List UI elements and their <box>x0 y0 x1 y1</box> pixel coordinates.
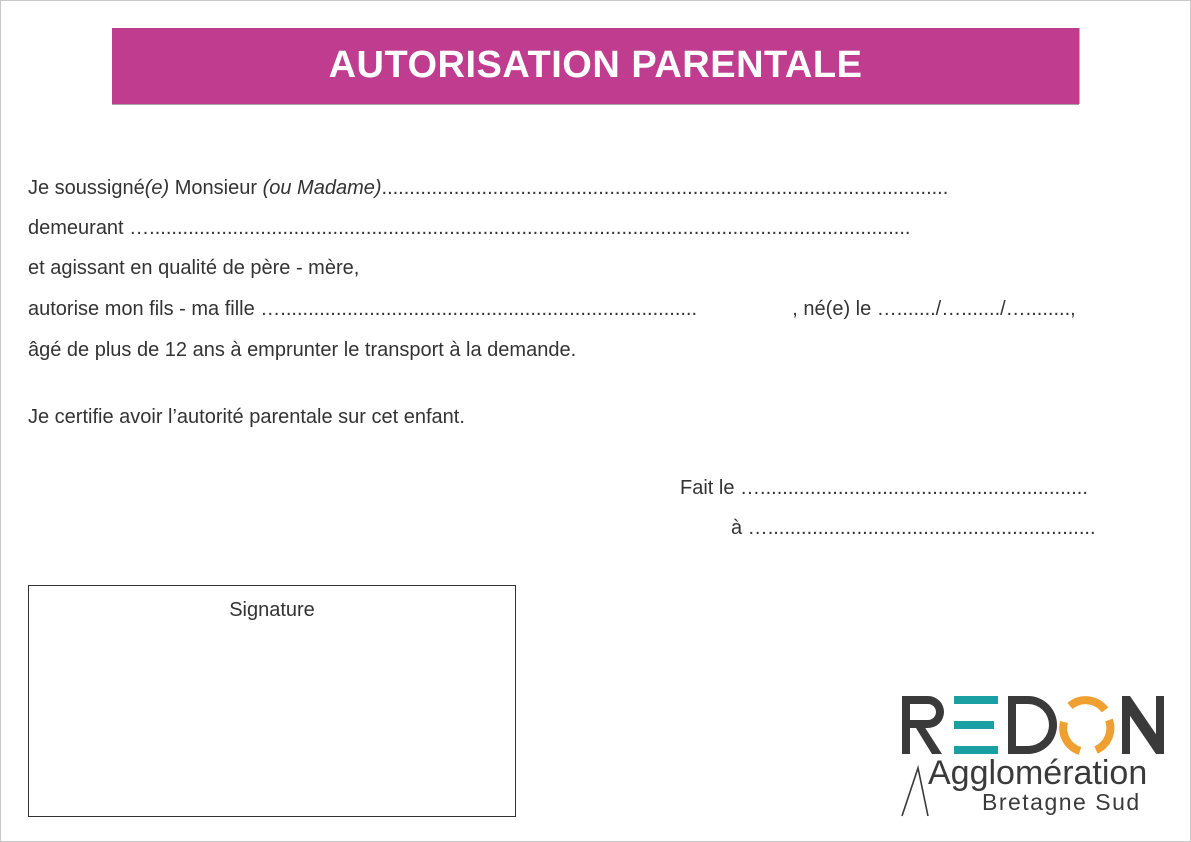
label-gender-suffix: (e) <box>144 177 170 199</box>
logo-letter-o <box>1063 700 1110 751</box>
form-line-age <box>28 338 576 362</box>
label-monsieur: Monsieur <box>169 177 263 199</box>
logo-letter-e <box>954 696 998 754</box>
label-a: à … <box>731 517 768 539</box>
label-fait-le: Fait le … <box>680 477 761 499</box>
name-blank[interactable]: ...................................................................................................... <box>381 177 949 199</box>
form-line-name <box>28 176 1090 200</box>
logo-letter-d <box>1008 696 1057 754</box>
logo-letter-r <box>902 696 944 754</box>
logo-agglomeration: Agglomération <box>928 754 1148 792</box>
label-demeurant: demeurant … <box>28 217 150 239</box>
done-on-line <box>680 476 1156 500</box>
page-title: AUTORISATION PARENTALE <box>328 43 863 86</box>
title-banner <box>112 28 1079 104</box>
form-line-certify <box>28 405 465 429</box>
done-at-line <box>731 516 1164 540</box>
form-line-child <box>28 297 1076 321</box>
label-soussigne: Je soussigné <box>28 177 145 199</box>
label-ou-madame: (ou Madame) <box>262 177 382 199</box>
birthdate-blank[interactable]: , né(e) le …......./…......./…........, <box>792 298 1076 320</box>
address-blank[interactable]: ......................................................................................................................................... <box>149 217 911 239</box>
redon-logo <box>898 690 1168 818</box>
label-qualite: et agissant en qualité de père - mère, <box>28 257 360 279</box>
label-certification: Je certifie avoir l’autorité parentale sur cet enfant. <box>28 406 465 428</box>
form-line-address <box>28 216 1149 240</box>
form-line-quality <box>28 256 359 280</box>
signature-label: Signature <box>229 599 315 621</box>
logo-bretagne-sud: Bretagne Sud <box>982 789 1141 815</box>
logo-letter-n <box>1122 696 1164 754</box>
label-age-condition: âgé de plus de 12 ans à emprunter le transport à la demande. <box>28 339 577 361</box>
date-blank[interactable]: ........................................................... <box>760 477 1088 499</box>
label-autorise: autorise mon fils - ma fille … <box>28 298 281 320</box>
child-name-blank[interactable]: ........................................................................... <box>280 298 698 320</box>
place-blank[interactable]: ........................................................... <box>767 517 1096 539</box>
logo-swoosh-icon <box>902 768 928 816</box>
signature-box[interactable] <box>28 585 516 817</box>
